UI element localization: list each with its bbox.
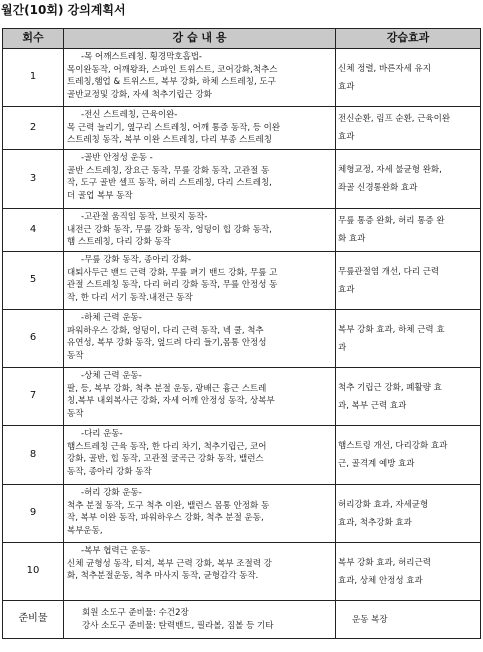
content-cell: [64, 209, 336, 252]
effect-cell: [336, 49, 481, 107]
round-number: 2: [3, 107, 64, 150]
content-line: 목 근력 늘리기, 옆구리 스트레칭, 어깨 통증 동작, 등 이완: [67, 122, 281, 133]
round-number: 8: [3, 426, 64, 485]
content-line: 동작: [67, 408, 84, 419]
content-line: 골반 스트레칭, 장요근 동작, 무릎 강화 동작, 고관절 동: [67, 165, 270, 176]
effect-line: 무릎관절염 개선, 다리 근력: [338, 266, 440, 277]
content-heading: -목 어깨스트레칭. 횡경막호흡법-: [81, 52, 202, 62]
effect-line: 화 효과: [338, 234, 366, 244]
round-number: 1: [3, 49, 64, 107]
effect-line: 복부 강화 효과, 하체 근력 효: [338, 324, 445, 335]
prep-label: 준비물: [3, 601, 64, 639]
table-row: [3, 49, 481, 107]
content-cell: [64, 310, 336, 368]
table-row: [3, 209, 481, 252]
effect-line: 과: [338, 342, 347, 353]
content-heading: -하체 근력 운동-: [81, 313, 142, 323]
prep-row: [3, 601, 481, 639]
round-number: 5: [3, 252, 64, 310]
content-line: 골반교정및 강화, 자세 척추기립근 강화: [67, 89, 212, 100]
content-line: 동작: [67, 350, 84, 361]
table-row: [3, 426, 481, 485]
header-row: [3, 29, 481, 49]
round-number: 9: [3, 485, 64, 543]
content-heading: -복부 협력근 운동-: [81, 546, 151, 556]
effect-line: 과, 복부 근력 효과: [338, 400, 407, 411]
round-number: 7: [3, 368, 64, 426]
effect-line: 전신순환, 림프 순환, 근육이완: [338, 114, 451, 124]
table-row: [3, 485, 481, 543]
content-line: 더 골업 복부 동작: [67, 190, 133, 201]
prep-line: 강사 소도구 준비물: 탄력밴드, 필라볼, 짐볼 등 기타: [82, 620, 274, 631]
content-heading: -허리 강화 운동-: [81, 488, 142, 498]
round-number: 10: [3, 543, 64, 601]
content-heading: -상체 근력 운동-: [81, 371, 142, 381]
effect-cell: [336, 368, 481, 426]
content-line: 복부운동,: [67, 525, 103, 536]
effect-cell: [336, 543, 481, 601]
effect-line: 효과, 상체 안정성 효과: [338, 575, 423, 586]
effect-line: 무릎 통증 완화, 허리 통증 완: [338, 216, 445, 226]
table-row: [3, 368, 481, 426]
content-line: 관절 스트레칭 동작, 다리 허리 강화 동작, 무릎 안정성 동: [67, 280, 278, 290]
prep-effect: 운동 복장: [336, 601, 481, 639]
effect-line: 좌골 신경통완화 효과: [338, 183, 418, 193]
content-line: 햄스트레칭 근육 동작, 한 다리 차기, 척추기립근, 코어: [67, 441, 267, 452]
content-cell: [64, 252, 336, 310]
effect-cell: [336, 252, 481, 310]
round-number: 4: [3, 209, 64, 252]
header-content: 강 습 내 용: [64, 29, 336, 49]
header-effect: 강습효과: [336, 29, 481, 49]
header-round: 회수: [3, 29, 64, 49]
content-line: 내전근 강화 동작, 무릎 강화 동작, 엉덩이 힙 강화 동작,: [67, 224, 272, 235]
table-row: [3, 150, 481, 209]
table-row: [3, 310, 481, 368]
effect-line: 효과: [338, 284, 355, 295]
content-heading: -전신 스트레칭, 근육이완-: [81, 110, 178, 120]
content-line: 팔, 등, 복부 강화, 척추 분절 운동, 광배근 흉근 스트레: [67, 383, 267, 394]
effect-line: 효과: [338, 132, 355, 142]
page-title: 월간(10회) 강의계획서: [1, 3, 126, 17]
effect-line: 체형교정, 자세 불균형 완화,: [338, 165, 442, 175]
content-heading: -골반 안정성 운동 -: [81, 153, 153, 163]
content-line: 스트레칭 동작, 복부 이완 스트레칭, 다리 부종 스트레칭: [67, 135, 272, 145]
effect-cell: [336, 426, 481, 485]
content-line: 칭,복부 내외복사근 강화, 자세 어깨 안정성 동작, 상복부: [67, 396, 275, 406]
effect-cell: [336, 310, 481, 368]
content-line: 강화, 골반, 힙 동작, 고관절 굴곡근 강화 동작, 밸런스: [67, 454, 264, 464]
content-line: 파워하우스 강화, 엉덩이, 다리 근력 동작, 넥 쿨, 척추: [67, 325, 264, 336]
table-row: [3, 252, 481, 310]
content-cell: [64, 368, 336, 426]
content-line: 동작, 종아리 강화 동작: [67, 466, 152, 477]
effect-line: 척추 기립근 강화, 폐활량 효: [338, 382, 442, 393]
effect-line: 햄스트링 개선, 다리강화 효과: [338, 441, 448, 451]
content-heading: -다리 운동-: [81, 429, 123, 439]
table-row: [3, 543, 481, 601]
content-line: 척추 분절 동작, 도구 척추 이완, 밸런스 몸통 안정화 동: [67, 500, 270, 511]
lesson-plan-table: [2, 28, 481, 639]
effect-line: 허리강화 효과, 자세균형: [338, 499, 429, 510]
content-line: 작, 한 다리 서기 동작.내전근 동작: [67, 292, 193, 303]
content-cell: [64, 543, 336, 601]
content-line: 작, 복부 이완 동작, 파워하우스 강화, 척추 분절 운동,: [67, 513, 264, 523]
prep-content: [64, 601, 336, 639]
content-line: 햄 스트레칭, 다리 강화 동작: [67, 237, 171, 247]
effect-cell: [336, 209, 481, 252]
content-cell: [64, 107, 336, 150]
content-line: 작, 도구 골반 셀프 동작, 허리 스트레칭, 다리 스트레칭,: [67, 178, 272, 188]
round-number: 3: [3, 150, 64, 209]
effect-cell: [336, 485, 481, 543]
effect-line: 신체 정렬, 바른자세 유지: [338, 63, 431, 74]
table-row: [3, 107, 481, 150]
prep-line: 회원 소도구 준비물: 수건2장: [82, 608, 189, 618]
effect-line: 효과, 척추강화 효과: [338, 517, 412, 528]
content-line: 목이완동작, 어깨왕좌, 스파인 트위스트, 코어강화,척추스: [67, 64, 278, 75]
content-cell: [64, 150, 336, 209]
content-cell: [64, 49, 336, 107]
content-cell: [64, 426, 336, 485]
effect-line: 복부 강화 효과, 허리근력: [338, 557, 431, 568]
content-line: 대퇴사두근 밴드 근력 강화, 무릎 펴기 밴드 강화, 무릎 고: [67, 267, 278, 278]
effect-cell: [336, 107, 481, 150]
effect-cell: [336, 150, 481, 209]
content-line: 유연성, 복부 강화 동작, 엎드려 다리 들기,몸통 안정성: [67, 338, 267, 348]
content-heading: -고관절 움직임 동작, 브릿지 동작-: [81, 212, 208, 222]
content-line: 트레칭,햄업 & 트위스트, 복부 강화, 하체 스트레칭, 도구: [67, 77, 276, 87]
content-line: 신체 균형성 동작, 티져, 복부 근력 강화, 복부 조절력 강: [67, 558, 272, 569]
content-heading: -무릎 강화 동작, 종아리 강화-: [81, 255, 191, 265]
round-number: 6: [3, 310, 64, 368]
effect-line: 근, 골격계 예방 효과: [338, 459, 415, 469]
content-line: 화, 척추분절운동, 척추 마사지 동작, 균형감각 동작.: [67, 571, 259, 581]
content-cell: [64, 485, 336, 543]
effect-line: 효과: [338, 81, 355, 92]
